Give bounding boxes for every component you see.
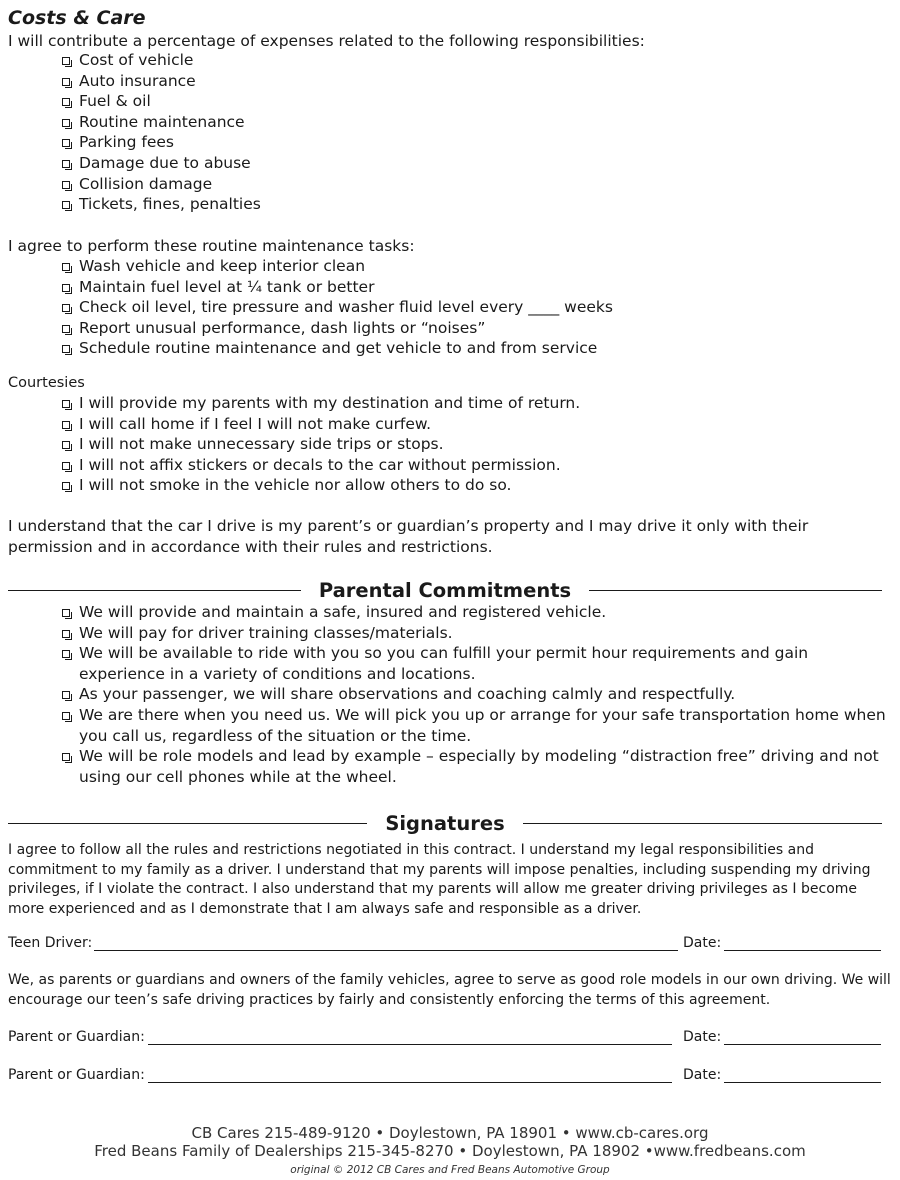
checkbox-icon[interactable] xyxy=(62,691,70,699)
checkbox-icon[interactable] xyxy=(62,119,70,127)
checkbox-icon[interactable] xyxy=(62,441,70,449)
checklist-item xyxy=(62,338,613,359)
divider-left xyxy=(8,823,367,824)
checklist-item-label: I will provide my parents with my destination and time of return. xyxy=(79,394,581,412)
checklist-item xyxy=(62,414,580,435)
checklist-item-label: We will be role models and lead by example – especially by modeling “distraction free” driving and not using our cell phones while at the wheel. xyxy=(79,747,879,786)
divider-right xyxy=(589,590,882,591)
teen-signature-field[interactable] xyxy=(94,950,678,951)
checkbox-icon[interactable] xyxy=(62,263,70,271)
checklist-item-label: I will call home if I feel I will not make curfew. xyxy=(79,414,432,433)
checklist-item xyxy=(62,434,580,455)
checklist-item xyxy=(62,643,889,684)
checklist-item xyxy=(62,602,889,623)
checklist-item-label: We are there when you need us. We will pick you up or arrange for your safe transportation home when you call us, regardless of the situation or the time. xyxy=(79,705,886,745)
checklist-item-label: Collision damage xyxy=(79,174,213,193)
checklist-item-label: Parking fees xyxy=(79,133,174,152)
property-statement: I understand that the car I drive is my parent’s or guardian’s property and I may drive it only with their permission and in accordance with their rules and restrictions. xyxy=(8,517,809,556)
teen-agreement-statement: I agree to follow all the rules and restrictions negotiated in this contract. I understand my legal responsibilities and commitment to my family as a driver. I understand that my parents will impose penalties, including suspending my driving privileges, if I violate the contract. I also understand that my parents will allow me greater driving privileges as I become more experienced and as I demonstrate that I am always safe and responsible as a driver. xyxy=(8,842,871,917)
footer-copyright: original © 2012 CB Cares and Fred Beans Automotive Group xyxy=(290,1164,610,1176)
checkbox-icon[interactable] xyxy=(62,345,70,353)
footer-cb-cares: CB Cares 215-489-9120 • Doylestown, PA 18901 • www.cb-cares.org xyxy=(191,1124,709,1142)
checkbox-icon[interactable] xyxy=(62,57,70,65)
footer-fred-beans: Fred Beans Family of Dealerships 215-345-8270 • Doylestown, PA 18902 •www.fredbeans.com xyxy=(94,1142,806,1160)
checklist-item xyxy=(62,174,261,195)
courtesies-checklist xyxy=(62,393,580,496)
checkbox-icon[interactable] xyxy=(62,753,70,761)
checklist-item xyxy=(62,112,261,133)
checklist-item xyxy=(62,746,889,787)
checkbox-icon[interactable] xyxy=(62,400,70,408)
checklist-item-label: I will not smoke in the vehicle nor allow others to do so. xyxy=(79,476,512,495)
teen-driver-label: Teen Driver: xyxy=(8,935,93,951)
date-label: Date: xyxy=(683,1029,722,1045)
checklist-item-label: I will not affix stickers or decals to the car without permission. xyxy=(79,455,561,474)
checkbox-icon[interactable] xyxy=(62,304,70,312)
checkbox-icon[interactable] xyxy=(62,98,70,106)
parental-commitments-header xyxy=(8,578,882,602)
checklist-item xyxy=(62,318,613,339)
checklist-item xyxy=(62,705,889,746)
costs-intro: I will contribute a percentage of expenses related to the following responsibilities: xyxy=(8,32,645,50)
checklist-item-label: I will not make unnecessary side trips or stops. xyxy=(79,435,444,454)
checklist-item-label: We will be available to ride with you so you can fulfill your permit hour requirements and gain experience in a variety of conditions and locations. xyxy=(79,644,809,683)
maintenance-intro: I agree to perform these routine maintenance tasks: xyxy=(8,237,415,255)
parent-agreement-statement: We, as parents or guardians and owners of the family vehicles, agree to serve as good role models in our own driving. We will encourage our teen’s safe driving practices by fairly and consistently enforcing the terms of this agreement. xyxy=(8,972,891,1008)
divider-right xyxy=(523,823,882,824)
checkbox-icon[interactable] xyxy=(62,201,70,209)
parent-signature-line-1 xyxy=(8,1029,882,1049)
checklist-item-label: As your passenger, we will share observations and coaching calmly and respectfully. xyxy=(79,685,736,704)
parent-date-field[interactable] xyxy=(724,1044,881,1045)
checklist-item-label: Check oil level, tire pressure and washer fluid level every ____ weeks xyxy=(79,298,613,317)
checklist-item-label: We will provide and maintain a safe, insured and registered vehicle. xyxy=(79,603,607,621)
costs-care-heading: Costs & Care xyxy=(8,7,146,29)
parental-commitments-heading: Parental Commitments xyxy=(318,578,572,602)
divider-left xyxy=(8,590,301,591)
date-label: Date: xyxy=(683,935,722,951)
checkbox-icon[interactable] xyxy=(62,181,70,189)
checklist-item xyxy=(62,623,889,644)
checkbox-icon[interactable] xyxy=(62,284,70,292)
checklist-item xyxy=(62,393,580,414)
checkbox-icon[interactable] xyxy=(62,78,70,86)
checklist-item-label: Routine maintenance xyxy=(79,112,245,131)
courtesies-heading: Courtesies xyxy=(8,375,85,391)
parental-checklist xyxy=(62,602,889,787)
signatures-header xyxy=(8,811,882,835)
parent-guardian-label: Parent or Guardian: xyxy=(8,1067,145,1083)
checkbox-icon[interactable] xyxy=(62,630,70,638)
checklist-item xyxy=(62,256,613,277)
parent-date-field[interactable] xyxy=(724,1082,881,1083)
maintenance-checklist xyxy=(62,256,613,359)
checklist-item-label: Schedule routine maintenance and get vehicle to and from service xyxy=(79,339,598,358)
checkbox-icon[interactable] xyxy=(62,650,70,658)
checkbox-icon[interactable] xyxy=(62,482,70,490)
checklist-item xyxy=(62,91,261,112)
checklist-item xyxy=(62,684,889,705)
checklist-item-label: Fuel & oil xyxy=(79,92,151,111)
checklist-item xyxy=(62,132,261,153)
checklist-item-label: Tickets, fines, penalties xyxy=(79,195,261,214)
checklist-item-label: Maintain fuel level at ¼ tank or better xyxy=(79,277,375,296)
parent-signature-line-2 xyxy=(8,1067,882,1087)
signatures-heading: Signatures xyxy=(385,811,505,835)
teen-signature-line xyxy=(8,935,882,955)
checklist-item-label: Damage due to abuse xyxy=(79,153,251,172)
checklist-item-label: We will pay for driver training classes/materials. xyxy=(79,623,453,642)
teen-date-field[interactable] xyxy=(724,950,881,951)
date-label: Date: xyxy=(683,1067,722,1083)
checkbox-icon[interactable] xyxy=(62,462,70,470)
checkbox-icon[interactable] xyxy=(62,421,70,429)
checklist-item-label: Cost of vehicle xyxy=(79,51,194,69)
checklist-item xyxy=(62,475,580,496)
costs-checklist xyxy=(62,50,261,215)
checklist-item xyxy=(62,71,261,92)
checkbox-icon[interactable] xyxy=(62,139,70,147)
parent-signature-field[interactable] xyxy=(148,1082,672,1083)
checkbox-icon[interactable] xyxy=(62,325,70,333)
checklist-item xyxy=(62,277,613,298)
checklist-item xyxy=(62,153,261,174)
checklist-item-label: Auto insurance xyxy=(79,71,196,90)
checkbox-icon[interactable] xyxy=(62,712,70,720)
checklist-item xyxy=(62,194,261,215)
checklist-item-label: Wash vehicle and keep interior clean xyxy=(79,257,366,275)
parent-signature-field[interactable] xyxy=(148,1044,672,1045)
checkbox-icon[interactable] xyxy=(62,160,70,168)
checkbox-icon[interactable] xyxy=(62,609,70,617)
parent-guardian-label: Parent or Guardian: xyxy=(8,1029,145,1045)
checklist-item xyxy=(62,297,613,318)
checklist-item xyxy=(62,455,580,476)
checklist-item-label: Report unusual performance, dash lights or “noises” xyxy=(79,318,486,337)
checklist-item xyxy=(62,50,261,71)
